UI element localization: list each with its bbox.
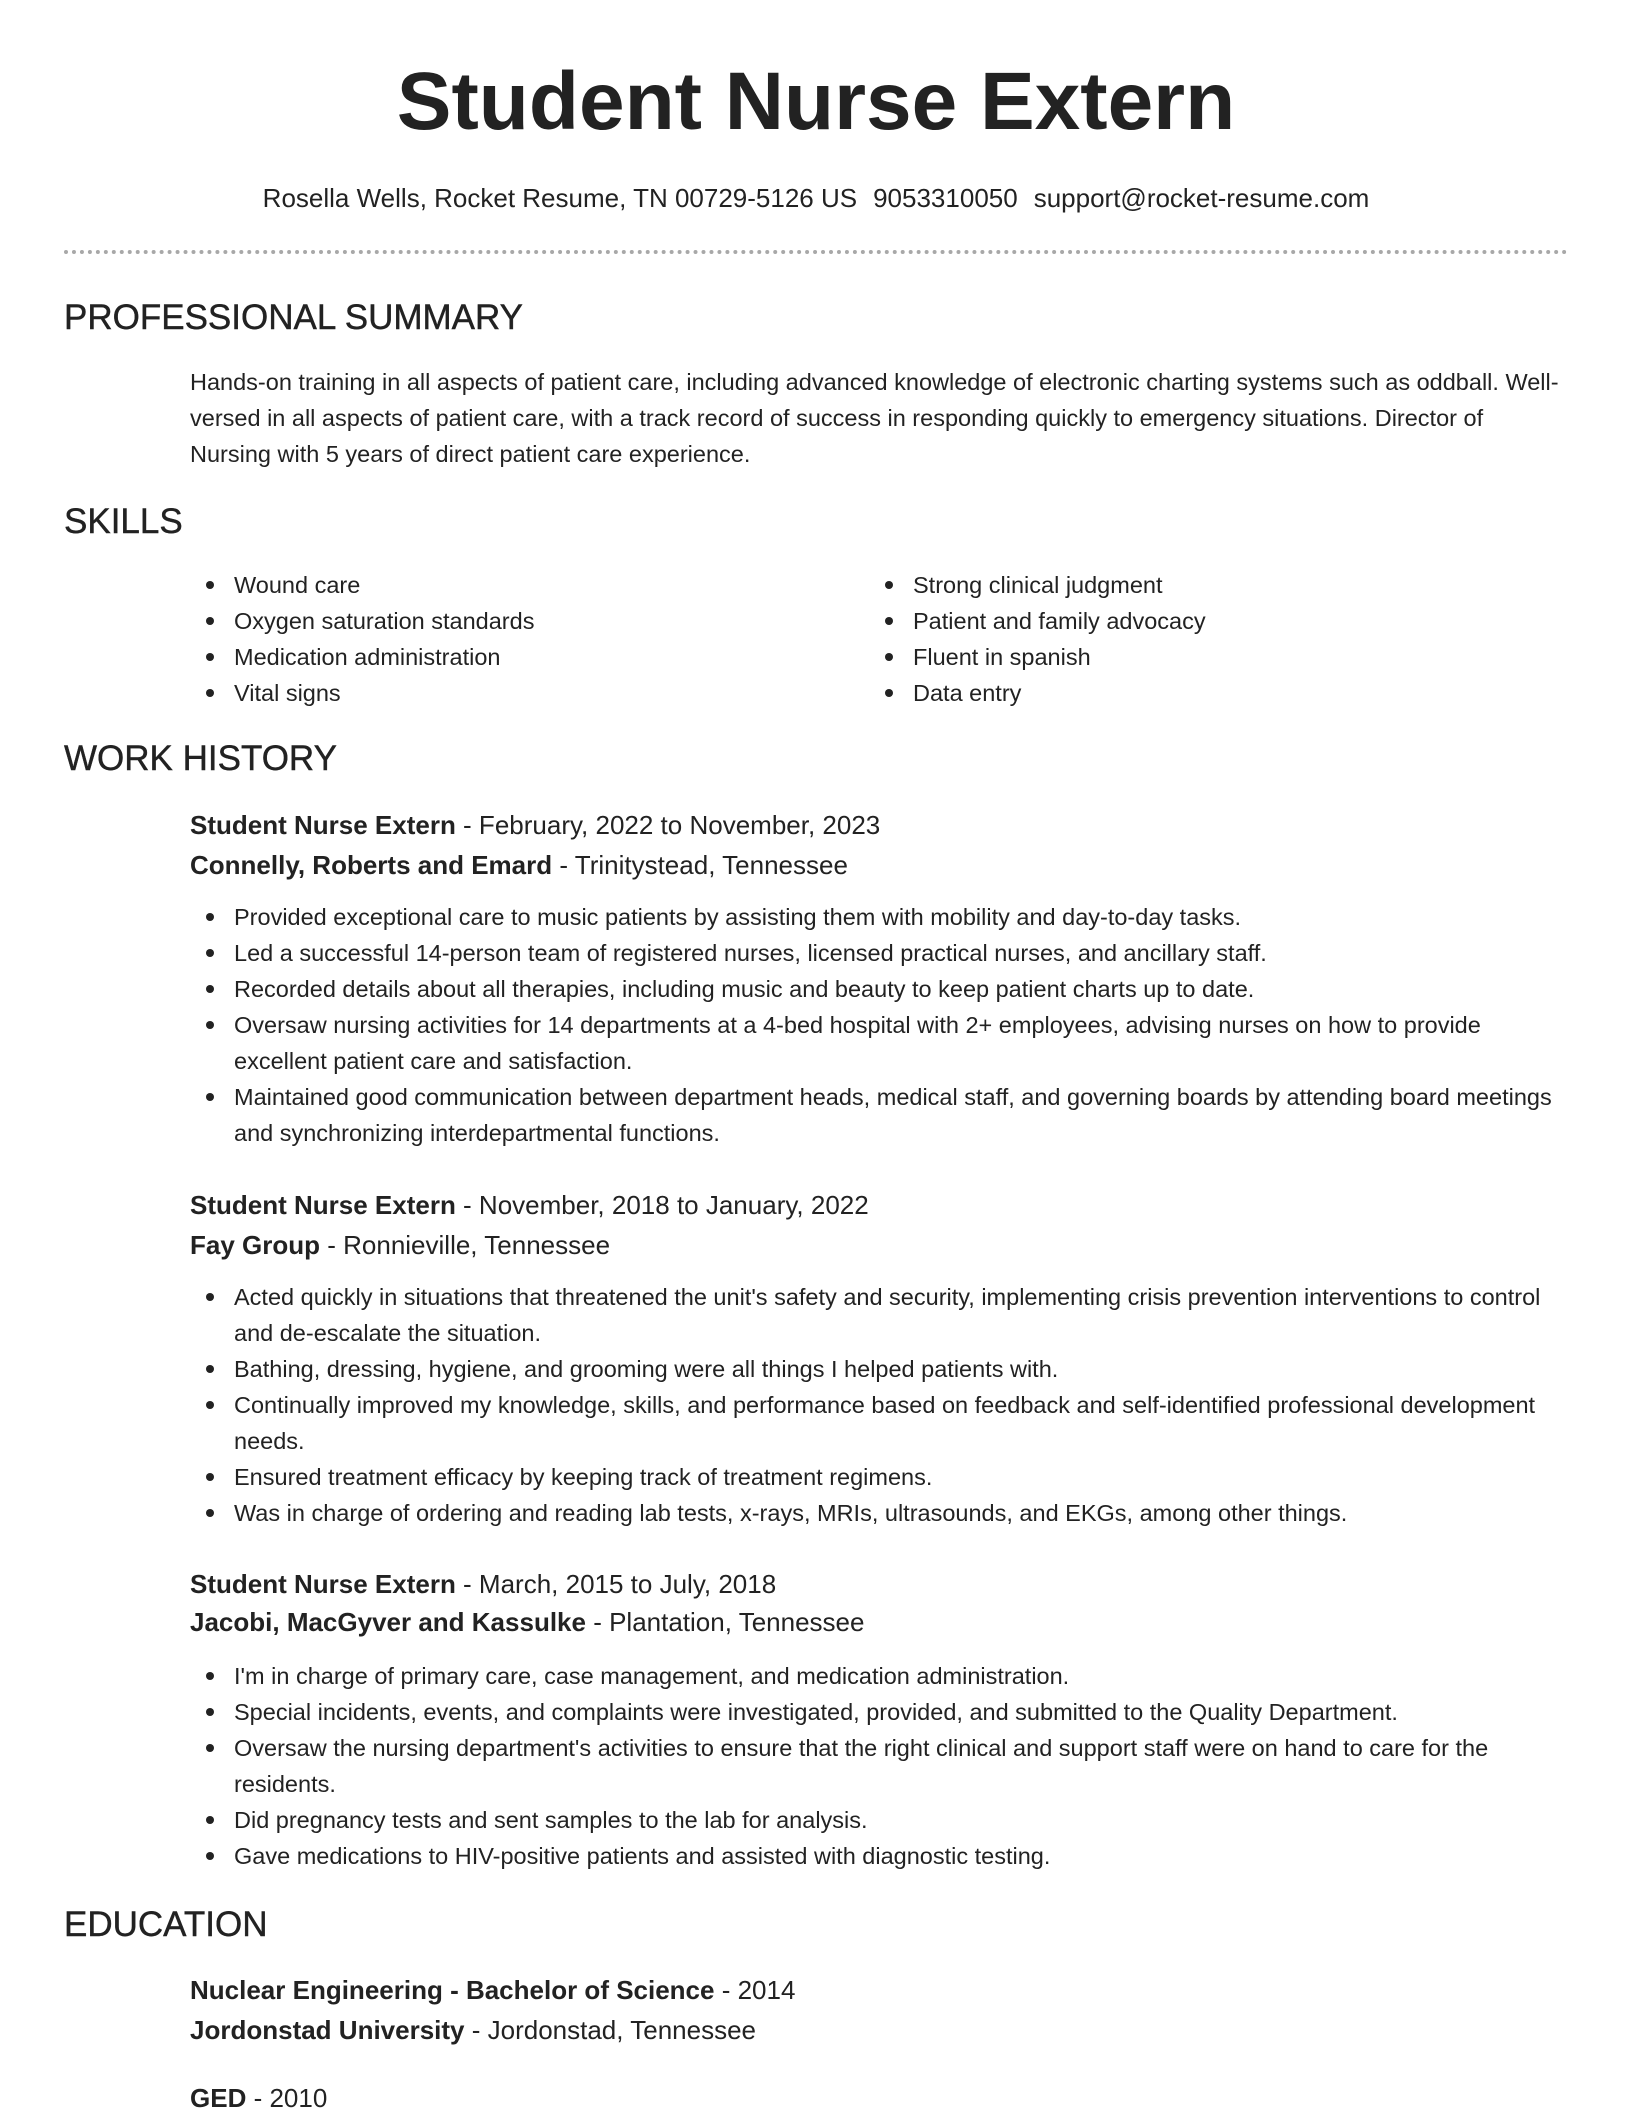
duty-item: Oversaw nursing activities for 14 departments at a 4-bed hospital with 2+ employees, advising nurses on how to provide excellent patient care and satisfaction. <box>190 1007 1562 1079</box>
job-duties-list <box>190 1279 1562 1531</box>
job-role: Student Nurse Extern <box>190 810 456 840</box>
skills-list-left <box>190 567 850 711</box>
duty-item: Did pregnancy tests and sent samples to the lab for analysis. <box>190 1802 1562 1838</box>
education-degree: GED <box>190 2083 247 2113</box>
contact-line <box>0 180 1632 216</box>
job-dates: - February, 2022 to November, 2023 <box>455 810 881 840</box>
skill-item: Data entry <box>869 675 1529 711</box>
job-location: - Trinitystead, Tennessee <box>552 850 848 880</box>
skill-item: Patient and family advocacy <box>869 603 1529 639</box>
duty-item: Oversaw the nursing department's activities to ensure that the right clinical and support staff were on hand to care for the residents. <box>190 1730 1562 1802</box>
job-role: Student Nurse Extern <box>190 1569 456 1599</box>
job-title-line <box>190 1564 776 1604</box>
skill-item: Fluent in spanish <box>869 639 1529 675</box>
duty-item: Maintained good communication between department heads, medical staff, and governing boards by attending board meetings and synchronizing interdepartmental functions. <box>190 1079 1562 1151</box>
contact-email[interactable]: support@rocket-resume.com <box>1033 183 1370 213</box>
skills-heading: SKILLS <box>64 502 183 541</box>
education-heading: EDUCATION <box>64 1905 268 1944</box>
education-degree-line <box>190 1970 795 2010</box>
job-company: Jacobi, MacGyver and Kassulke <box>190 1607 586 1637</box>
education-location: - Jordonstad, Tennessee <box>464 2015 756 2045</box>
job-title-line <box>190 805 880 845</box>
job-company: Fay Group <box>190 1230 321 1260</box>
job-dates: - March, 2015 to July, 2018 <box>455 1569 777 1599</box>
education-year: - 2014 <box>714 1975 796 2005</box>
candidate-title: Student Nurse Extern <box>396 56 1236 147</box>
education-degree: Nuclear Engineering - Bachelor of Science <box>190 1975 715 2005</box>
summary-text: Hands-on training in all aspects of patient care, including advanced knowledge of electronic charting systems such as oddball. Well-versed in all aspects of patient care, with a track record of success in responding quickly to emergency situations. Director of Nursing with 5 years of direct patient care experience. <box>190 369 1559 467</box>
duty-item: Ensured treatment efficacy by keeping track of treatment regimens. <box>190 1459 1562 1495</box>
job-duties-list <box>190 1658 1562 1874</box>
duty-item: Continually improved my knowledge, skills, and performance based on feedback and self-identified professional development needs. <box>190 1387 1562 1459</box>
job-company: Connelly, Roberts and Emard <box>190 850 553 880</box>
job-dates: - November, 2018 to January, 2022 <box>455 1190 869 1220</box>
skill-item: Medication administration <box>190 639 850 675</box>
contact-address: Rosella Wells, Rocket Resume, TN 00729-5126 US <box>262 183 858 213</box>
duty-item: Acted quickly in situations that threatened the unit's safety and security, implementing crisis prevention interventions to control and de-escalate the situation. <box>190 1279 1562 1351</box>
duty-item: Led a successful 14-person team of registered nurses, licensed practical nurses, and ancillary staff. <box>190 935 1562 971</box>
contact-phone: 9053310050 <box>873 183 1018 213</box>
education-degree-line <box>190 2078 327 2118</box>
duty-item: Gave medications to HIV-positive patients and assisted with diagnostic testing. <box>190 1838 1562 1874</box>
work-history-heading: WORK HISTORY <box>64 739 337 778</box>
duty-item: Bathing, dressing, hygiene, and grooming were all things I helped patients with. <box>190 1351 1562 1387</box>
job-company-line <box>190 1602 864 1642</box>
header-divider <box>64 250 1568 254</box>
job-role: Student Nurse Extern <box>190 1190 456 1220</box>
summary-heading: PROFESSIONAL SUMMARY <box>64 298 523 337</box>
skill-item: Vital signs <box>190 675 850 711</box>
job-location: - Ronnieville, Tennessee <box>320 1230 611 1260</box>
job-company-line <box>190 845 848 885</box>
job-title-line <box>190 1185 869 1225</box>
skill-item: Oxygen saturation standards <box>190 603 850 639</box>
skill-item: Wound care <box>190 567 850 603</box>
duty-item: Provided exceptional care to music patients by assisting them with mobility and day-to-day tasks. <box>190 899 1562 935</box>
skills-list-right <box>869 567 1529 711</box>
duty-item: Recorded details about all therapies, including music and beauty to keep patient charts up to date. <box>190 971 1562 1007</box>
education-year: - 2010 <box>246 2083 328 2113</box>
duty-item: Special incidents, events, and complaints were investigated, provided, and submitted to the Quality Department. <box>190 1694 1562 1730</box>
education-school: Jordonstad University <box>190 2015 465 2045</box>
skill-item: Strong clinical judgment <box>869 567 1529 603</box>
job-location: - Plantation, Tennessee <box>585 1607 865 1637</box>
job-duties-list <box>190 899 1562 1151</box>
education-school-line <box>190 2010 756 2050</box>
duty-item: Was in charge of ordering and reading lab tests, x-rays, MRIs, ultrasounds, and EKGs, among other things. <box>190 1495 1562 1531</box>
duty-item: I'm in charge of primary care, case management, and medication administration. <box>190 1658 1562 1694</box>
job-company-line <box>190 1225 610 1265</box>
